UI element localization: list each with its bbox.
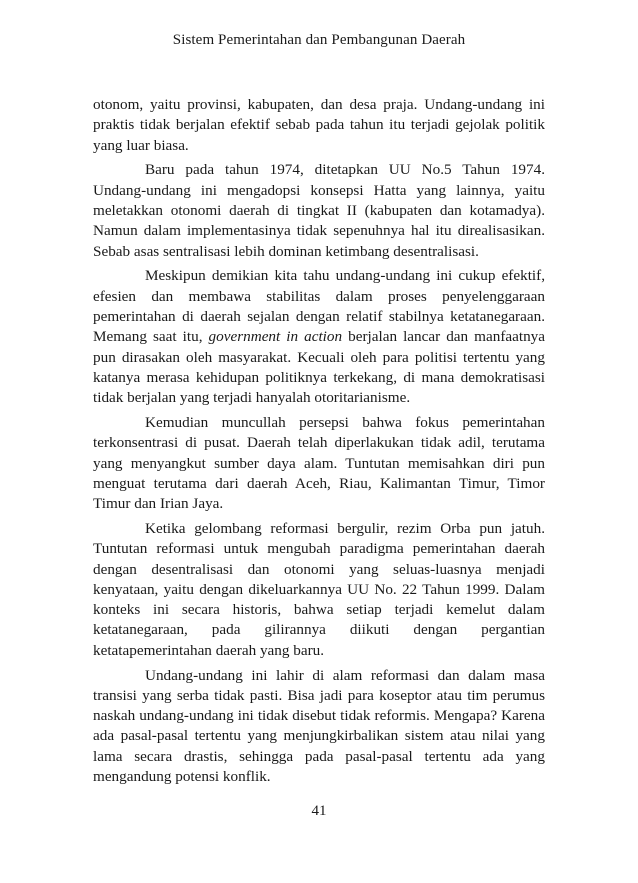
paragraph-2: Baru pada tahun 1974, ditetapkan UU No.5 Tahun 1974. Undang-undang ini mengadopsi konsepsi Hatta yang lainnya, yaitu meletakkan otonomi daerah di tingkat II (kabupaten dan kotamadya). Namun dalam implementasinya tidak sepenuhnya hal itu direalisasikan. Sebab asas sentralisasi lebih dominan ketimbang desentralisasi. <box>93 161 545 260</box>
page-number: 41 <box>311 803 327 819</box>
paragraph-3-text-a: Meskipun demikian kita tahu undang-undang ini cukup efektif, efesien dan membawa stabilitas dalam proses penyelenggaraan pemerintahan di daerah sejalan dengan relatif stabilnya ketatanegaraan. Memang saat itu, <box>93 267 545 346</box>
paragraph-5: Ketika gelombang reformasi bergulir, rezim Orba pun jatuh. Tuntutan reformasi untuk mengubah paradigma pemerintahan daerah dengan desentralisasi dan otonomi yang seluas-luasnya menjadi kenyataan, yaitu dengan dikeluarkannya UU No. 22 Tahun 1999. Dalam konteks ini secara historis, bahwa setiap terjadi kemelut dalam ketatanegaraan, pada gilirannya diikuti dengan pergantian ketatapemerintahan daerah yang baru. <box>93 519 545 659</box>
running-header: Sistem Pemerintahan dan Pembangunan Daerah <box>172 32 466 48</box>
paragraph-3 <box>93 266 545 408</box>
body-text <box>93 95 545 792</box>
paragraph-3-text-b: berjalan lancar dan manfaatnya pun dirasakan oleh masyarakat. Kecuali oleh para politisi tertentu yang katanya merasa kehidupan politiknya terkekang, di mana demokratisasi tidak berjalan yang terjadi hanyalah otoritarianisme. <box>93 328 546 407</box>
paragraph-4: Kemudian muncullah persepsi bahwa fokus pemerintahan terkonsentrasi di pusat. Daerah telah diperlakukan tidak adil, terutama yang menyangkut sumber daya alam. Tuntutan memisahkan diri pun menguat terutama dari daerah Aceh, Riau, Kalimantan Timur, Timor Timur dan Irian Jaya. <box>93 413 545 513</box>
paragraph-1: otonom, yaitu provinsi, kabupaten, dan desa praja. Undang-undang ini praktis tidak berjalan efektif sebab pada tahun itu terjadi gejolak politik yang luar biasa. <box>93 96 545 154</box>
paragraph-6: Undang-undang ini lahir di alam reformasi dan dalam masa transisi yang serba tidak pasti. Bisa jadi para koseptor atau tim perumus naskah undang-undang ini tidak disebut tidak reformis. Mengapa? Karena ada pasal-pasal tertentu yang menjungkirbalikan sistem atau nilai yang lama secara drastis, sehingga pada pasal-pasal tertentu ada yang mengandung potensi konflik. <box>93 666 545 785</box>
paragraph-3-italic-phrase: government in action <box>208 328 343 346</box>
